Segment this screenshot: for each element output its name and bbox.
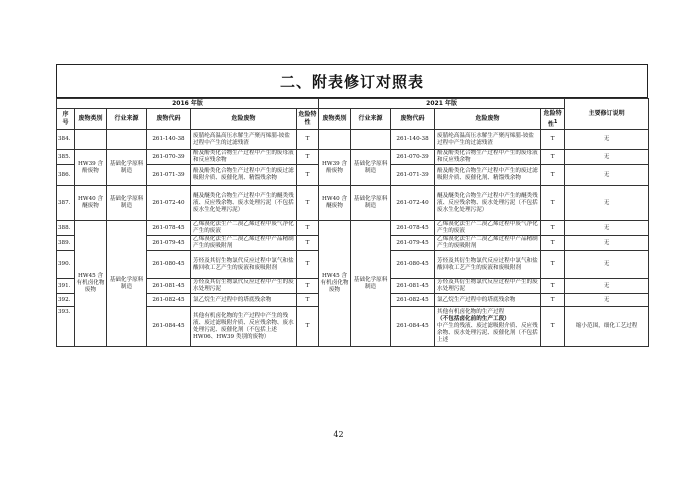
- hazardous-waste-2016: 其他有机卤化物的生产过程中产生的残液、废过滤吸附介质、反应残余物、废水处理污泥、废催化剂（不包括上述 HW06、HW39 类别的废物）: [191, 307, 297, 347]
- row-seq: 386.: [57, 165, 75, 186]
- hazard-property-2021: T: [541, 307, 565, 347]
- waste-category-hw45-2021: HW45 含有机卤化物废物: [319, 221, 351, 347]
- header-industry-source-2016: 行业来源: [107, 109, 147, 130]
- hazardous-waste-2021: 氯乙烷生产过程中的塔底残余物: [435, 294, 541, 307]
- hazard-property-2016: T: [297, 294, 319, 307]
- waste-code-2021: 261-072-40: [391, 186, 435, 221]
- header-main-revision-note: 主要修订说明: [565, 99, 649, 130]
- hazardous-waste-2016: 废腈纶高温高压水解生产聚丙烯腈-铵盐过程中产生的过滤残渣: [191, 130, 297, 150]
- waste-category-hw39-2016: HW39 含酚废物: [75, 150, 107, 186]
- row-seq: 384.: [57, 130, 75, 150]
- revision-note: 无: [565, 221, 649, 236]
- waste-code-2021: 261-140-38: [391, 130, 435, 150]
- waste-code-2021: 261-082-45: [391, 294, 435, 307]
- hazard-property-2021: T: [541, 130, 565, 150]
- waste-code-2021: 261-078-45: [391, 221, 435, 236]
- hazardous-waste-2016: 乙烯溴化法生产二溴乙烯过程中废气净化产生的废液: [191, 221, 297, 236]
- revision-note: 无: [565, 186, 649, 221]
- hazardous-waste-2021: 芳烃及其衍生物氯代反应过程中氯气和盐酸回收工艺产生的废液和废吸附剂: [435, 251, 541, 279]
- hazardous-waste-2016: 醚及醚类化合物生产过程中产生的醚类残液、反应残余物、废水处理污泥（不包括废水生化处理污泥）: [191, 186, 297, 221]
- revision-note: 无: [565, 150, 649, 165]
- revision-note: 无: [565, 130, 649, 150]
- table-row: [57, 186, 649, 221]
- hazardous-waste-2021: 酚及酚类化合物生产过程中产生的废母液和反应残余物: [435, 150, 541, 165]
- hazardous-waste-2016: 酚及酚类化合物生产过程中产生的废过滤吸附介质、废催化剂、精馏残余物: [191, 165, 297, 186]
- table-row: [57, 150, 649, 165]
- revision-note: 无: [565, 294, 649, 307]
- hazard-property-2021: T: [541, 236, 565, 251]
- hazard-property-2016: T: [297, 307, 319, 347]
- hazardous-waste-2021: 芳烃及其衍生物氯代反应过程中产生的废水处理污泥: [435, 279, 541, 294]
- hazard-property-2021: T: [541, 221, 565, 236]
- hazardous-waste-2021: 其他有机卤化物的生产过程 （不包括卤化前的生产工段） 中产生的残液、废过滤吸附介质、反应残余物、废水处理污泥、废催化剂（不包括上述: [435, 307, 541, 347]
- industry-source-2021: 基础化学原料制造: [351, 150, 391, 186]
- header-waste-category-2021: 废物类别: [319, 109, 351, 130]
- hazardous-waste-2021: 酚及酚类化合物生产过程中产生的废过滤吸附介质、废催化剂、精馏残余物: [435, 165, 541, 186]
- hazard-property-2016: T: [297, 279, 319, 294]
- hazard-property-2021: T: [541, 150, 565, 165]
- revision-note: 无: [565, 251, 649, 279]
- industry-source-2016: 基础化学原料制造: [107, 150, 147, 186]
- row-seq: 392.: [57, 294, 75, 307]
- hazard-property-2016: T: [297, 221, 319, 236]
- revision-note: 无: [565, 165, 649, 186]
- waste-category-hw40-2021: HW40 含醚废物: [319, 186, 351, 221]
- revision-note: 无: [565, 279, 649, 294]
- waste-code-2021: 261-071-39: [391, 165, 435, 186]
- revision-note: 无: [565, 236, 649, 251]
- waste-code-2021: 261-084-45: [391, 307, 435, 347]
- waste-code-2021: 261-070-39: [391, 150, 435, 165]
- header-2016-edition: 2016 年版: [57, 99, 319, 109]
- hazardous-waste-2016: 氯乙烷生产过程中的塔底残余物: [191, 294, 297, 307]
- header-industry-source-2021: 行业来源: [351, 109, 391, 130]
- hazardous-waste-2021: 醚及醚类化合物生产过程中产生的醚类残液、反应残余物、废水处理污泥（不包括废水生化处理污泥）: [435, 186, 541, 221]
- waste-code-2016: 261-082-45: [147, 294, 191, 307]
- row-seq: 389.: [57, 236, 75, 251]
- waste-category-hw40-2016: HW40 含醚废物: [75, 186, 107, 221]
- hazardous-waste-2021: 废腈纶高温高压水解生产聚丙烯腈-铵盐过程中产生的过滤残渣: [435, 130, 541, 150]
- industry-source-2016: 基础化学原料制造: [107, 186, 147, 221]
- header-hazard-property-2016: 危险特性: [297, 109, 319, 130]
- emphasized-revision-text: （不包括卤化前的生产工段）: [437, 316, 510, 322]
- waste-category-hw45-2016: HW45 含有机卤化物废物: [75, 221, 107, 347]
- waste-code-2021: 261-081-45: [391, 279, 435, 294]
- hazard-property-2021: T: [541, 251, 565, 279]
- header-waste-code-2021: 废物代码: [391, 109, 435, 130]
- table-row: [57, 221, 649, 236]
- hazardous-waste-2021: 乙烯溴化法生产二溴乙烯过程中废气净化产生的废液: [435, 221, 541, 236]
- hazard-property-2021: T: [541, 165, 565, 186]
- hazardous-waste-2016: 乙烯溴化法生产二溴乙烯过程中产品精制产生的废吸附剂: [191, 236, 297, 251]
- hazardous-waste-2021: 乙烯溴化法生产二溴乙烯过程中产品精制产生的废吸附剂: [435, 236, 541, 251]
- hazard-property-2021: T: [541, 294, 565, 307]
- waste-code-2016: 261-072-40: [147, 186, 191, 221]
- header-seq: 序 号: [57, 109, 75, 130]
- hazard-property-2016: T: [297, 150, 319, 165]
- row-seq: 391.: [57, 279, 75, 294]
- revision-table-page: [56, 64, 648, 347]
- hazard-property-2016: T: [297, 186, 319, 221]
- header-hazardous-waste-2016: 危险废物: [191, 109, 297, 130]
- hazard-property-2021: T: [541, 186, 565, 221]
- industry-source-2021: 基础化学原料制造: [351, 221, 391, 347]
- page-title: 二、附表修订对照表: [56, 64, 648, 98]
- revision-comparison-table: [56, 98, 649, 347]
- hazardous-waste-2016: 芳烃及其衍生物氯代反应过程中氯气和盐酸回收工艺产生的废液和废吸附剂: [191, 251, 297, 279]
- waste-code-2016: 261-081-45: [147, 279, 191, 294]
- hazard-property-2021: T: [541, 279, 565, 294]
- waste-category-hw39-2021: HW39 含酚废物: [319, 150, 351, 186]
- row-seq: 387.: [57, 186, 75, 221]
- waste-code-2016: 261-140-38: [147, 130, 191, 150]
- waste-code-2016: 261-079-45: [147, 236, 191, 251]
- hazardous-waste-2016: 酚及酚类化合物生产过程中产生的废母液和反应残余物: [191, 150, 297, 165]
- industry-source-2016: 基础化学原料制造: [107, 221, 147, 347]
- hazard-property-2016: T: [297, 165, 319, 186]
- row-seq: 385.: [57, 150, 75, 165]
- header-2021-edition: 2021 年版: [319, 99, 565, 109]
- header-hazardous-waste-2021: 危险废物: [435, 109, 541, 130]
- row-seq: 388.: [57, 221, 75, 236]
- header-waste-category-2016: 废物类别: [75, 109, 107, 130]
- waste-code-2016: 261-070-39: [147, 150, 191, 165]
- waste-code-2021: 261-079-45: [391, 236, 435, 251]
- revision-note: 缩小范围，细化工艺过程: [565, 307, 649, 347]
- header-waste-code-2016: 废物代码: [147, 109, 191, 130]
- page-number: 42: [333, 430, 344, 439]
- waste-code-2016: 261-080-45: [147, 251, 191, 279]
- industry-source-2021: 基础化学原料制造: [351, 186, 391, 221]
- hazard-property-2016: T: [297, 130, 319, 150]
- waste-code-2016: 261-078-45: [147, 221, 191, 236]
- hazard-property-2016: T: [297, 236, 319, 251]
- hazard-property-2016: T: [297, 251, 319, 279]
- waste-code-2016: 261-084-45: [147, 307, 191, 347]
- row-seq: 390.: [57, 251, 75, 279]
- hazardous-waste-2016: 芳烃及其衍生物氯代反应过程中产生的废水处理污泥: [191, 279, 297, 294]
- header-hazard-property-2021: 危险特性$^1$: [541, 109, 565, 130]
- row-seq: 393.: [57, 307, 75, 347]
- waste-code-2016: 261-071-39: [147, 165, 191, 186]
- table-row: [57, 130, 649, 150]
- waste-code-2021: 261-080-45: [391, 251, 435, 279]
